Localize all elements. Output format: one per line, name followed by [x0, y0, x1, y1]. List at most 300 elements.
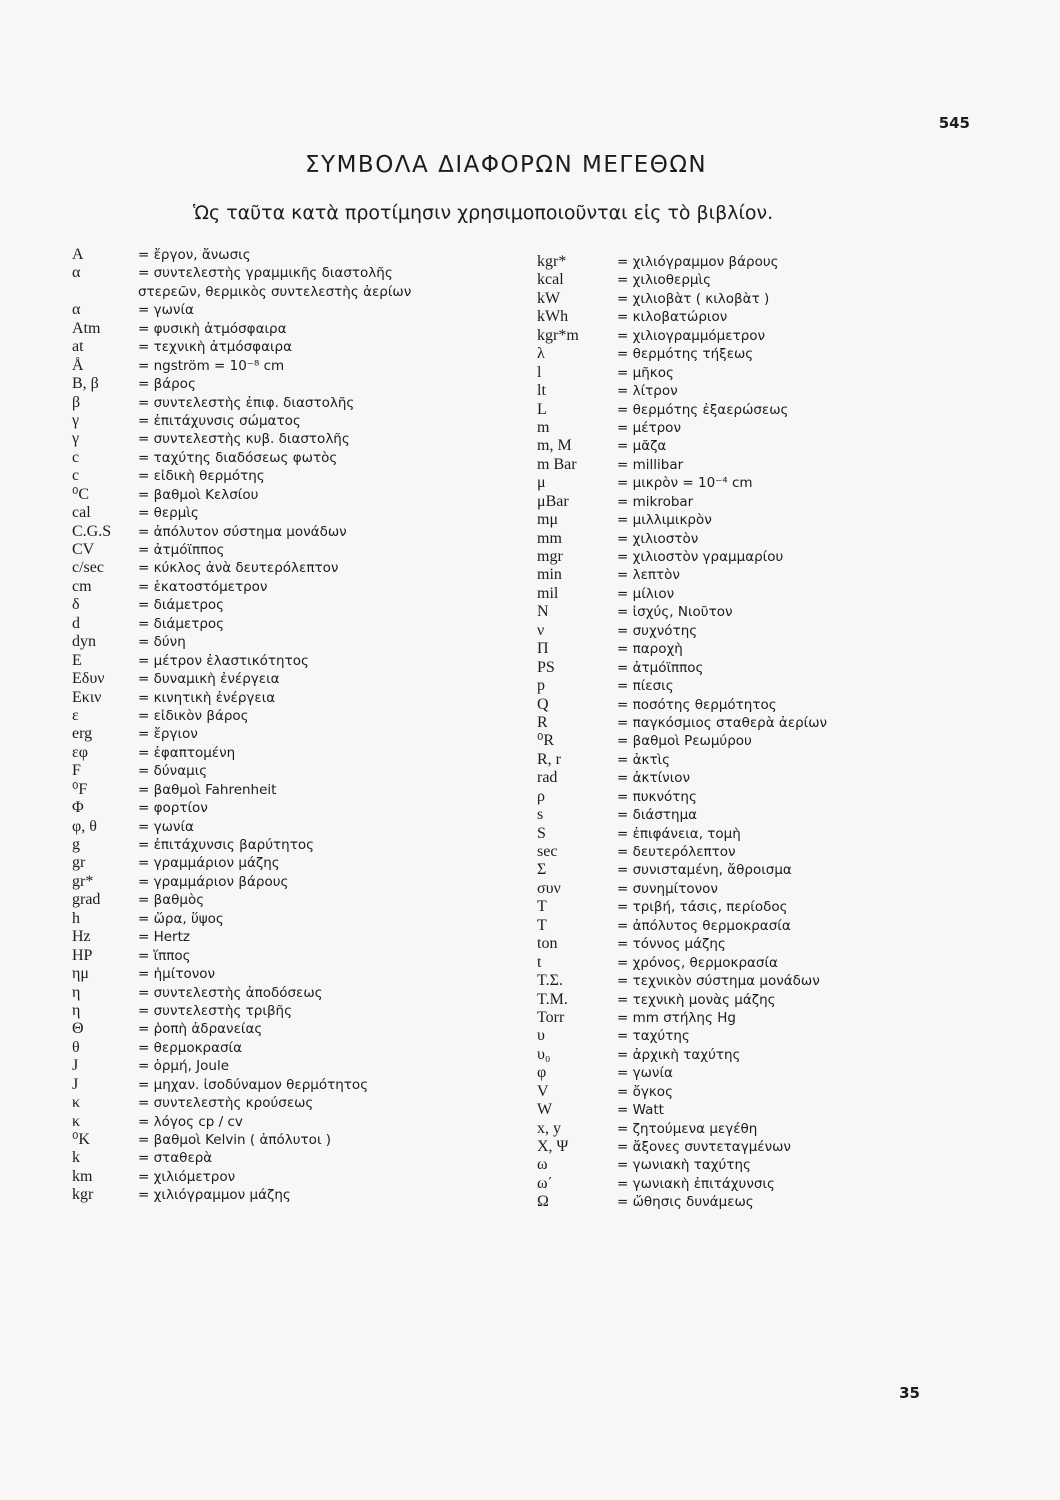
- symbol-row: [72, 338, 542, 356]
- symbol-row: [72, 559, 542, 577]
- symbol: C.G.S: [72, 522, 112, 540]
- symbol: Σ: [537, 861, 547, 879]
- symbol-definition: = πίεσις: [617, 678, 674, 695]
- symbol-definition: = χρόνος, θερμοκρασία: [617, 954, 778, 971]
- symbol: kgr*: [537, 253, 567, 270]
- symbol-row: [72, 836, 542, 854]
- symbol: A: [72, 246, 84, 263]
- symbol-row: [72, 1149, 542, 1167]
- symbol-row: [72, 1076, 542, 1094]
- symbol-definition: = ἀτμόϊππος: [617, 659, 704, 676]
- symbol: Hz: [72, 928, 91, 946]
- symbol: dyn: [72, 633, 96, 651]
- symbol: κ: [72, 1094, 81, 1112]
- symbol: c: [72, 448, 80, 466]
- symbol-definition: = τόννος μάζης: [617, 936, 726, 953]
- symbol: c: [72, 467, 80, 485]
- symbol-row: [72, 689, 542, 707]
- symbol-definition: = ἰσχύς, Νιοῦτον: [617, 604, 733, 621]
- symbol-row: [72, 910, 542, 928]
- symbol-definition: = δυναμικὴ ἐνέργεια: [138, 671, 280, 688]
- symbol-definition: = τεχνικὸν σύστημα μονάδων: [617, 973, 820, 990]
- symbol: gr: [72, 854, 86, 872]
- symbol-definition: = ἔργιον: [138, 726, 198, 743]
- symbol-definition: = ἑκατοστόμετρον: [138, 578, 268, 595]
- symbol-definition: = ἀρχικὴ ταχύτης: [617, 1046, 741, 1063]
- symbol-row: [72, 449, 542, 467]
- symbol: υ: [537, 1027, 545, 1045]
- symbol: λ: [537, 345, 545, 363]
- symbol-definition: = λίτρον: [617, 383, 678, 400]
- symbol-row: [72, 541, 542, 559]
- symbol-row: [537, 843, 897, 861]
- symbol: R: [537, 713, 548, 731]
- symbol-row: [537, 548, 897, 566]
- symbol: ⁰K: [72, 1131, 90, 1148]
- symbol: km: [72, 1167, 93, 1185]
- symbol-row: [537, 917, 897, 935]
- symbol-row: [537, 290, 897, 308]
- page-subtitle: Ὡς ταῦτα κατὰ προτίμησιν χρησιμοποιοῦνται εἰς τὸ βιβλίον.: [193, 202, 774, 224]
- symbol-definition: = θερμότης ἐξαερώσεως: [617, 401, 789, 418]
- symbol-row: [537, 991, 897, 1009]
- symbol-row: [537, 1120, 897, 1138]
- symbol-definition: = ἡμίτονον: [138, 966, 216, 983]
- symbol-definition: = ἔργον, ἄνωσις: [138, 247, 251, 263]
- symbol: l: [537, 363, 542, 381]
- symbol-row: [537, 1046, 897, 1064]
- symbol: γ: [72, 411, 80, 429]
- symbol-definition: = ποσότης θερμότητος: [617, 696, 777, 713]
- symbol-row: [72, 412, 542, 430]
- symbol: εφ: [72, 743, 88, 761]
- symbol: HP: [72, 946, 93, 964]
- page-number-bottom: 35: [899, 1384, 920, 1402]
- symbol-row: [72, 965, 542, 983]
- symbol-definition: = βαθμοὶ Fahrenheit: [138, 781, 277, 798]
- symbol-definition: = σταθερὰ: [138, 1150, 213, 1167]
- symbol-definition: = ὄγκος: [617, 1083, 673, 1100]
- symbol-definition: = μηχαν. ἰσοδύναμον θερμότητος: [138, 1076, 369, 1093]
- symbol-row: [72, 891, 542, 909]
- symbol: cm: [72, 577, 92, 595]
- symbol: mμ: [537, 511, 559, 529]
- symbol-definition: = ἀπόλυτον σύστημα μονάδων: [138, 523, 347, 540]
- symbol-definition: = γωνιακὴ ταχύτης: [617, 1157, 751, 1174]
- symbol: V: [537, 1082, 549, 1100]
- symbol: X, Ψ: [537, 1138, 569, 1155]
- symbol-row: [537, 788, 897, 806]
- symbol: R, r: [537, 750, 561, 768]
- symbol: min: [537, 566, 562, 584]
- symbol: Φ: [72, 799, 84, 817]
- symbol: ω: [537, 1156, 548, 1174]
- symbol-definition: = χιλιογραμμόμετρον: [617, 327, 766, 344]
- symbol-row: [72, 744, 542, 762]
- symbol: E: [72, 651, 82, 669]
- symbol-row: [537, 456, 897, 474]
- symbol: J: [72, 1075, 79, 1093]
- symbol: J: [72, 1057, 79, 1075]
- symbol-definition: = ἀπόλυτος θερμοκρασία: [617, 917, 791, 934]
- symbol: κ: [72, 1112, 81, 1130]
- symbol: Ω: [537, 1193, 549, 1211]
- symbol-definition: = παγκόσμιος σταθερὰ ἀερίων: [617, 714, 828, 731]
- symbol-definition: = ῥοπὴ ἀδρανείας: [138, 1021, 263, 1038]
- symbol-definition: = ἐπιτάχυνσις σώματος: [138, 412, 301, 429]
- symbol-definition: = θερμοκρασία: [138, 1039, 243, 1056]
- symbol-definition: = βαθμοὶ Kelvin ( ἀπόλυτοι ): [138, 1132, 332, 1148]
- symbol: Atm: [72, 319, 101, 337]
- symbol: Eδυν: [72, 670, 105, 688]
- symbol: φ, θ: [72, 817, 97, 835]
- symbol: s: [537, 806, 544, 824]
- symbol-row: [537, 1175, 897, 1193]
- symbol-row: [537, 622, 897, 640]
- symbol-definition: = συντελεστὴς ἐπιφ. διαστολῆς: [138, 394, 355, 411]
- symbol-row: [72, 357, 542, 375]
- symbol-definition: = λόγος cp / cv: [138, 1113, 243, 1130]
- symbol-definition: = γωνία: [138, 818, 194, 835]
- page-number-top: 545: [938, 114, 970, 132]
- symbol-definition: = μῆκος: [617, 364, 674, 381]
- symbol: Q: [537, 695, 549, 713]
- symbol-row: [537, 972, 897, 990]
- symbol: kW: [537, 289, 561, 307]
- symbol-definition: = δευτερόλεπτον: [617, 844, 736, 860]
- symbol-definition: = ngström = 10⁻⁸ cm: [138, 357, 285, 374]
- symbol-definition: = ὁρμή, Joule: [138, 1058, 230, 1075]
- symbol-row: [537, 861, 897, 879]
- symbol-row: [72, 596, 542, 614]
- symbol-row: [72, 1113, 542, 1131]
- symbol-definition: = ἀκτὶς: [617, 751, 671, 768]
- symbol-row: [537, 474, 897, 492]
- symbol: F: [72, 762, 81, 780]
- symbol: β: [72, 393, 81, 411]
- symbol: gr*: [72, 872, 94, 890]
- symbol-row: [537, 751, 897, 769]
- symbol: μBar: [537, 492, 569, 510]
- symbol-row: [72, 1057, 542, 1075]
- symbol: m Bar: [537, 455, 577, 473]
- symbol-row: [537, 1027, 897, 1045]
- symbol-row: [72, 523, 542, 541]
- symbol-definition: στερεῶν, θερμικὸς συντελεστὴς ἀερίων: [138, 283, 412, 300]
- symbol-definition: = βαθμοὶ Ρεωμύρου: [617, 733, 752, 750]
- symbol-row: [537, 659, 897, 677]
- symbol-definition: = φορτίον: [138, 800, 208, 817]
- symbol: Å: [72, 356, 84, 374]
- symbol-row: [72, 394, 542, 412]
- symbol-definition: = ταχύτης διαδόσεως φωτὸς: [138, 449, 338, 466]
- symbol-row: [537, 1083, 897, 1101]
- symbol: T.M.: [537, 990, 568, 1008]
- symbol: sec: [537, 843, 558, 860]
- symbol: m, M: [537, 437, 572, 455]
- symbol-row: [72, 984, 542, 1002]
- symbol-row: [72, 486, 542, 504]
- symbol-definition: = mikrobar: [617, 493, 694, 510]
- symbol: kcal: [537, 271, 564, 289]
- symbol-definition: = χιλιοβὰτ ( κιλοβὰτ ): [617, 290, 770, 307]
- symbol-definition: = ὤθησις δυνάμεως: [617, 1194, 754, 1211]
- symbol-definition: = χιλιοστὸν γραμμαρίου: [617, 549, 784, 565]
- symbol-row: [537, 1193, 897, 1211]
- symbol-row: [72, 430, 542, 448]
- symbol: φ: [537, 1064, 547, 1082]
- symbol-definition: = συντελεστὴς κυβ. διαστολῆς: [138, 431, 350, 448]
- symbol-row: [537, 603, 897, 621]
- symbol: B, β: [72, 375, 99, 393]
- symbol-row: [72, 947, 542, 965]
- symbol: at: [72, 338, 84, 356]
- symbol: c/sec: [72, 559, 104, 577]
- symbol-definition: = διάμετρος: [138, 597, 225, 614]
- symbol-definition: = millibar: [617, 456, 684, 473]
- symbol-row: [537, 382, 897, 400]
- symbol-row: [537, 566, 897, 584]
- symbol: ton: [537, 935, 558, 953]
- symbol-definition: = Hertz: [138, 929, 190, 946]
- symbol-definition: = ἀτμόϊππος: [138, 542, 225, 558]
- symbol-row: [72, 467, 542, 485]
- symbol-row: [72, 633, 542, 651]
- symbol-definition: = φυσικὴ ἀτμόσφαιρα: [138, 320, 287, 337]
- symbol: mgr: [537, 548, 563, 565]
- symbol-row: [72, 799, 542, 817]
- symbol-definition: = ἐφαπτομένη: [138, 744, 236, 761]
- symbol-row: [72, 1039, 542, 1057]
- symbol-definition: = βαθμοὶ Κελσίου: [138, 486, 259, 503]
- symbol-definition: = συντελεστὴς γραμμικῆς διαστολῆς: [138, 265, 393, 282]
- symbol-row: [72, 301, 542, 319]
- symbol-definition: = ἵππος: [138, 947, 191, 964]
- symbol-row: [537, 308, 897, 326]
- symbol-row: [72, 725, 542, 743]
- symbol-row: [72, 615, 542, 633]
- symbol-definition: = συντελεστὴς τριβῆς: [138, 1002, 293, 1019]
- symbol: Θ: [72, 1020, 84, 1038]
- page-title: ΣΥΜΒΟΛΑ ΔΙΑΦΟΡΩΝ ΜΕΓΕΘΩΝ: [305, 152, 708, 178]
- symbol: m: [537, 418, 550, 436]
- symbol-row: [537, 880, 897, 898]
- symbol-row: [537, 345, 897, 363]
- symbol-row: [537, 1138, 897, 1156]
- symbol: d: [72, 614, 80, 632]
- symbol-definition: = συντελεστὴς κρούσεως: [138, 1095, 314, 1112]
- symbol: T: [537, 916, 547, 934]
- symbol-row: [537, 954, 897, 972]
- symbol-definition: = θερμὶς: [138, 505, 199, 522]
- symbol: ρ: [537, 787, 545, 805]
- symbol-row: [537, 1156, 897, 1174]
- symbol: η: [72, 983, 81, 1001]
- symbol-list-right: [537, 253, 897, 1212]
- symbol-row: [537, 677, 897, 695]
- symbol: rad: [537, 769, 558, 787]
- symbol: ⁰R: [537, 732, 555, 750]
- symbol-definition: = συντελεστὴς ἀποδόσεως: [138, 984, 323, 1001]
- symbol-definition: = διάμετρος: [138, 615, 225, 632]
- symbol-definition: = συνημίτονον: [617, 880, 718, 897]
- symbol-row: [72, 652, 542, 670]
- symbol-definition: = συνισταμένη, ἄθροισμα: [617, 862, 792, 879]
- symbol: γ: [72, 430, 80, 448]
- symbol: h: [72, 909, 80, 927]
- symbol-definition: = κύκλος ἀνὰ δευτερόλεπτον: [138, 560, 339, 577]
- symbol: erg: [72, 725, 93, 743]
- symbol: η: [72, 1001, 81, 1019]
- symbol: kWh: [537, 308, 569, 326]
- symbol: ημ: [72, 965, 89, 983]
- symbol: t: [537, 953, 542, 971]
- symbol-definition: = διάστημα: [617, 807, 698, 824]
- symbol-row: [72, 320, 542, 338]
- symbol-row: [72, 873, 542, 891]
- symbol-definition: = κιλοβατώριον: [617, 309, 728, 326]
- symbol-definition: = χιλιοθερμὶς: [617, 272, 711, 289]
- symbol-definition: = χιλιόγραμμον μάζης: [138, 1187, 291, 1204]
- symbol-definition: = βαθμὸς: [138, 892, 205, 909]
- symbol-definition: = ἄξονες συντεταγμένων: [617, 1139, 791, 1155]
- symbol-definition: = ταχύτης: [617, 1028, 690, 1045]
- symbol-definition: = τριβή, τάσις, περίοδος: [617, 899, 788, 916]
- symbol: N: [537, 603, 549, 621]
- symbol-row: [537, 898, 897, 916]
- symbol: x, y: [537, 1119, 561, 1137]
- symbol-row: [537, 437, 897, 455]
- symbol-definition: = χιλιόμετρον: [138, 1168, 236, 1185]
- symbol: lt: [537, 382, 546, 400]
- symbol-row: [72, 818, 542, 836]
- symbol-definition: = θερμότης τήξεως: [617, 346, 754, 363]
- symbol-row: [72, 375, 542, 393]
- symbol: CV: [72, 541, 95, 558]
- symbol-row: [72, 283, 542, 301]
- symbol-row: [72, 1002, 542, 1020]
- symbol: L: [537, 400, 547, 418]
- symbol-definition: = ἀκτίνιον: [617, 770, 691, 787]
- symbol: θ: [72, 1038, 80, 1056]
- symbol-row: [72, 854, 542, 872]
- symbol-definition: = μίλιον: [617, 585, 675, 602]
- symbol: PS: [537, 658, 555, 676]
- symbol-row: [72, 1020, 542, 1038]
- symbol-row: [537, 493, 897, 511]
- symbol: W: [537, 1101, 553, 1119]
- symbol-definition: = τεχνικὴ ἀτμόσφαιρα: [138, 339, 293, 356]
- symbol: Eκιν: [72, 688, 102, 706]
- symbol: ε: [72, 706, 79, 724]
- symbol-definition: = εἰδικὸν βάρος: [138, 707, 249, 724]
- symbol-row: [537, 1101, 897, 1119]
- symbol-definition: = μᾶζα: [617, 438, 667, 455]
- symbol-definition: = συχνότης: [617, 622, 698, 639]
- symbol-definition: = γωνία: [138, 302, 194, 319]
- symbol-row: [72, 1131, 542, 1149]
- symbol-row: [537, 935, 897, 953]
- symbol: ω΄: [537, 1174, 553, 1192]
- symbol-row: [537, 1064, 897, 1082]
- symbol: grad: [72, 891, 101, 909]
- symbol: cal: [72, 504, 91, 522]
- symbol-definition: = χιλιοστὸν: [617, 530, 699, 547]
- symbol-definition: = μικρὸν = 10⁻⁴ cm: [617, 475, 753, 492]
- symbol-row: [537, 419, 897, 437]
- symbol-row: [537, 253, 897, 271]
- symbol: δ: [72, 596, 80, 614]
- symbol-row: [537, 327, 897, 345]
- symbol-row: [537, 714, 897, 732]
- symbol-row: [537, 769, 897, 787]
- symbol-definition: = πυκνότης: [617, 788, 697, 805]
- symbol: α: [72, 264, 81, 282]
- symbol: α: [72, 301, 81, 319]
- symbol: g: [72, 836, 80, 853]
- symbol-row: [72, 670, 542, 688]
- symbol-row: [72, 781, 542, 799]
- symbol: mil: [537, 584, 559, 602]
- symbol-row: [537, 530, 897, 548]
- symbol: ⁰C: [72, 485, 90, 503]
- symbol-row: [537, 1009, 897, 1027]
- symbol-definition: = γωνιακὴ ἐπιτάχυνσις: [617, 1175, 775, 1192]
- symbol-row: [537, 511, 897, 529]
- symbol-definition: = εἰδικὴ θερμότης: [138, 468, 265, 485]
- symbol-definition: = μέτρον: [617, 419, 681, 436]
- symbol-row: [72, 246, 542, 264]
- symbol: k: [72, 1149, 80, 1167]
- symbol-definition: = Watt: [617, 1102, 664, 1119]
- symbol-definition: = μιλλιμικρὸν: [617, 512, 712, 529]
- symbol-row: [72, 504, 542, 522]
- symbol: υ₀: [537, 1045, 551, 1063]
- symbol-row: [537, 806, 897, 824]
- symbol: μ: [537, 474, 546, 492]
- symbol-definition: = γραμμάριον μάζης: [138, 855, 280, 872]
- symbol-definition: = βάρος: [138, 376, 196, 393]
- symbol-definition: = δύναμις: [138, 763, 208, 780]
- symbol: ν: [537, 621, 545, 639]
- symbol-row: [537, 825, 897, 843]
- symbol-definition: = παροχὴ: [617, 641, 683, 658]
- symbol-definition: = ὥρα, ὕψος: [138, 910, 224, 927]
- symbol-row: [537, 271, 897, 289]
- symbol-definition: = ζητούμενα μεγέθη: [617, 1120, 758, 1137]
- symbol-definition: = γραμμάριον βάρους: [138, 873, 289, 890]
- symbol: Π: [537, 640, 549, 658]
- symbol: kgr: [72, 1186, 94, 1204]
- symbol-definition: = ἐπιφάνεια, τομὴ: [617, 825, 741, 842]
- symbol-row: [537, 585, 897, 603]
- symbol-row: [537, 696, 897, 714]
- symbol-row: [537, 401, 897, 419]
- symbol-row: [72, 264, 542, 282]
- symbol-row: [72, 1094, 542, 1112]
- symbol: ⁰F: [72, 780, 88, 798]
- symbol-row: [72, 1186, 542, 1204]
- symbol-row: [72, 578, 542, 596]
- symbol: mm: [537, 529, 562, 547]
- symbol-definition: = ἐπιτάχυνσις βαρύτητος: [138, 837, 315, 853]
- symbol-definition: = δύνη: [138, 634, 186, 651]
- symbol: Torr: [537, 1008, 565, 1026]
- symbol-definition: = μέτρον ἐλαστικότητος: [138, 652, 309, 669]
- symbol-row: [537, 364, 897, 382]
- symbol-row: [72, 1168, 542, 1186]
- symbol: T.Σ.: [537, 972, 563, 990]
